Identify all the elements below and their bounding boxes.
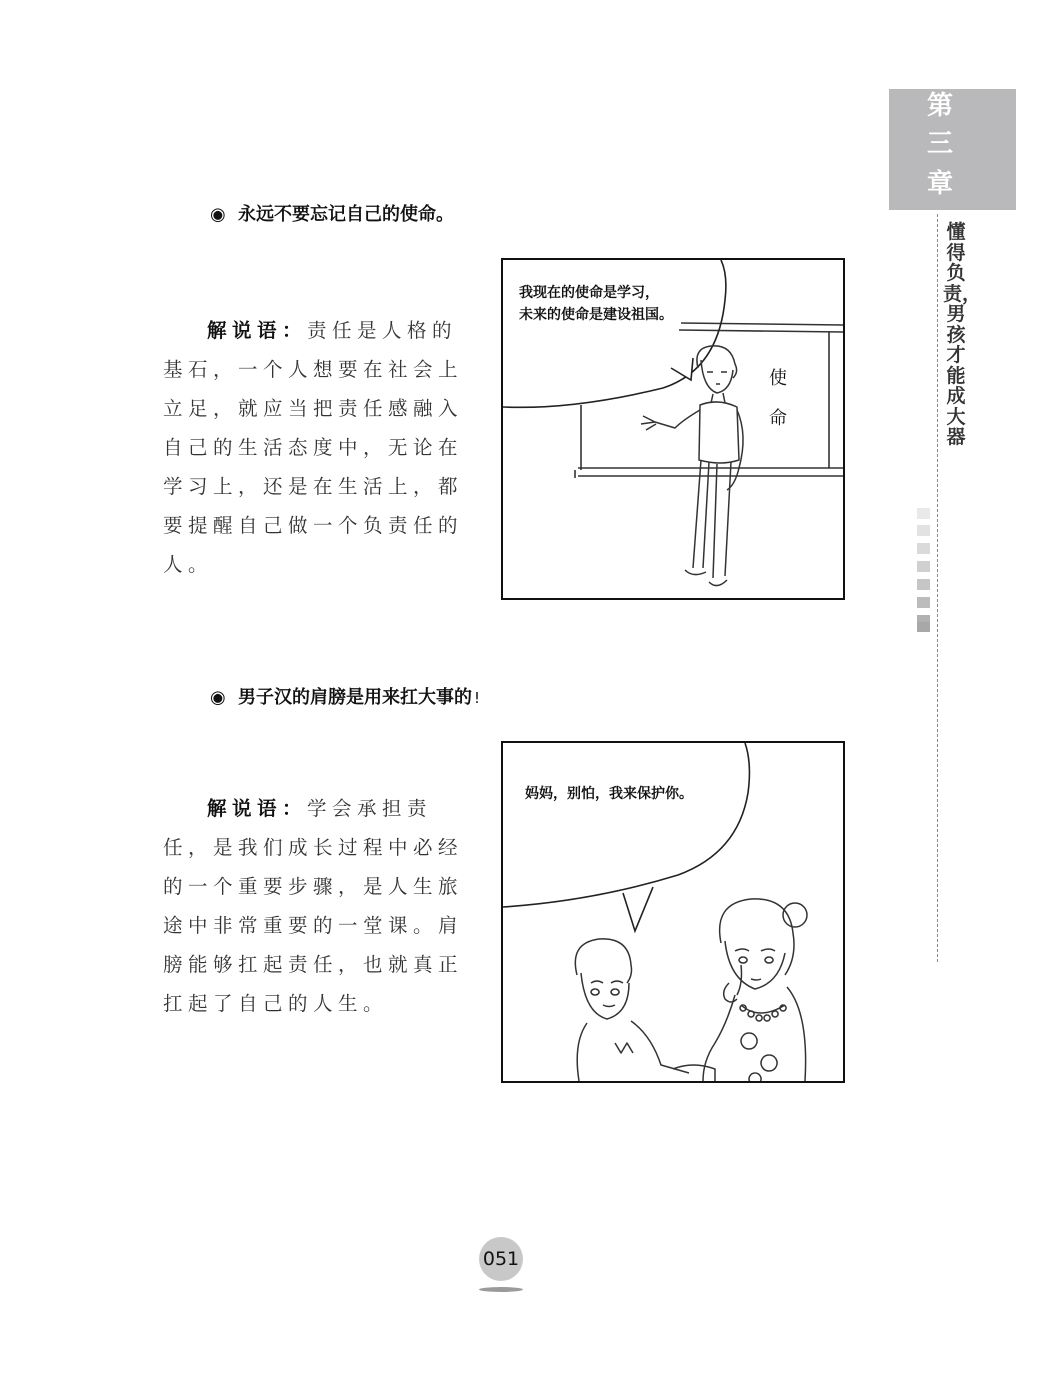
blackboard-char: 命 — [769, 408, 787, 429]
section-heading — [210, 200, 454, 226]
page-number: 051 — [479, 1237, 523, 1281]
commentary-lead: 解说语： — [207, 319, 308, 342]
sidebar-dashed-divider — [937, 214, 938, 962]
decor-square — [917, 622, 930, 632]
comic-panel — [501, 258, 845, 600]
section-heading-text: 男子汉的肩膀是用来扛大事的 — [238, 687, 472, 708]
speech-line: 未来的使命是建设祖国。 — [519, 307, 673, 323]
comic-panel — [501, 741, 845, 1083]
commentary-body: 责任是人格的基石，一个人想要在社会上立足，就应当把责任感融入自己的生活态度中，无论在学习上，还是在生活上，都要提醒自己做一个负责任的人。 — [163, 319, 464, 576]
commentary-paragraph — [163, 311, 480, 584]
section-heading — [210, 683, 480, 709]
speech-bubble-text: 妈妈，别怕，我来保护你。 — [525, 786, 693, 802]
decor-square — [917, 579, 930, 590]
page-number-shadow — [479, 1287, 523, 1292]
blackboard-char: 使 — [769, 368, 787, 389]
chapter-char: 章 — [926, 169, 953, 199]
commentary-body: 学会承担责任，是我们成长过程中必经的一个重要步骤，是人生旅途中非常重要的一堂课。肩膀能够扛起责任，也就真正扛起了自己的人生。 — [163, 797, 464, 1015]
speech-line: 我现在的使命是学习， — [519, 285, 659, 301]
chapter-char: 三 — [926, 129, 953, 159]
bullet-icon: ◉ — [210, 204, 226, 225]
section-heading-text: 永远不要忘记自己的使命。 — [238, 204, 454, 225]
speech-bubble-text — [519, 282, 673, 326]
chapter-tab — [889, 89, 1016, 210]
bullet-icon: ◉ — [210, 687, 226, 708]
decor-square — [917, 525, 930, 536]
chapter-char: 第 — [926, 91, 953, 121]
decor-square — [917, 597, 930, 608]
decor-square — [917, 561, 930, 572]
commentary-paragraph — [163, 789, 480, 1023]
commentary-lead: 解说语： — [207, 797, 308, 820]
decor-square — [917, 543, 930, 554]
chapter-title: 懂得负责，男孩才能成大器 — [943, 221, 982, 448]
decor-square — [917, 508, 930, 519]
section-heading-punct: ! — [474, 689, 481, 707]
